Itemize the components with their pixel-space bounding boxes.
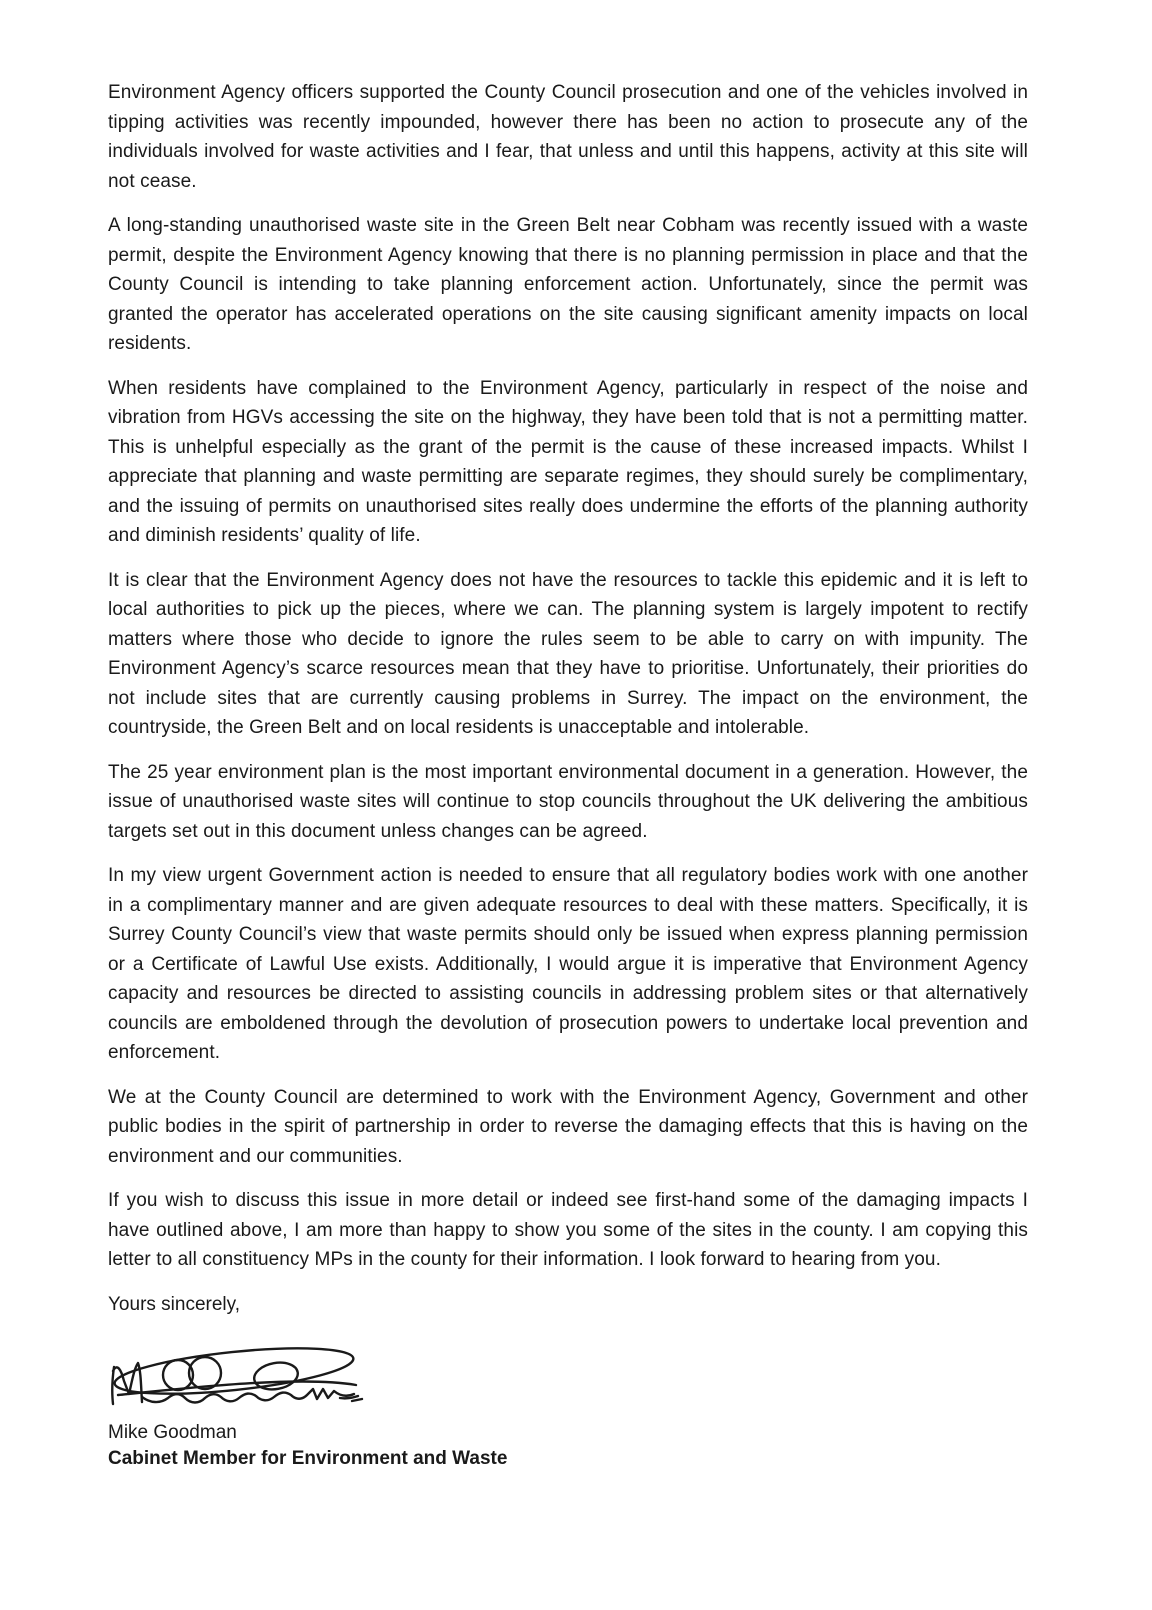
letter-paragraph: In my view urgent Government action is needed to ensure that all regulatory bodies work with one another in a complimentary manner and are given adequate resources to deal with these matters. Specifically, it is Surrey County Council’s view that waste permits should only be issued when express planning permission or a Certificate of Lawful Use exists. Additionally, I would argue it is imperative that Environment Agency capacity and resources be directed to assisting councils in addressing problem sites or that alternatively councils are emboldened through the devolution of prosecution powers to undertake local prevention and enforcement. <box>108 865 1028 1063</box>
letter-paragraph: When residents have complained to the Environment Agency, particularly in respect of the noise and vibration from HGVs accessing the site on the highway, they have been told that is not a permitting matter. This is unhelpful especially as the grant of the permit is the cause of these increased impacts. Whilst I appreciate that planning and waste permitting are separate regimes, they should surely be complimentary, and the issuing of permits on unauthorised sites really does undermine the efforts of the planning authority and diminish residents’ quality of life. <box>108 377 1028 546</box>
letter-paragraph: If you wish to discuss this issue in more detail or indeed see first-hand some of the damaging impacts I have outlined above, I am more than happy to show you some of the sites in the county. I am copying this letter to all constituency MPs in the county for their information. I look forward to hearing from you. <box>108 1190 1028 1270</box>
letter-paragraph: It is clear that the Environment Agency does not have the resources to tackle this epidemic and it is left to local authorities to pick up the pieces, where we can. The planning system is largely impotent to rectify matters where those who decide to ignore the rules seem to be able to carry on with impunity. The Environment Agency’s scarce resources mean that they have to prioritise. Unfortunately, their priorities do not include sites that are currently causing problems in Surrey. The impact on the environment, the countryside, the Green Belt and on local residents is unacceptable and intolerable. <box>108 569 1028 738</box>
signatory-block <box>108 1420 1028 1472</box>
letter-paragraph: The 25 year environment plan is the most important environmental document in a generation. However, the issue of unauthorised waste sites will continue to stop councils throughout the UK delivering the ambitious targets set out in this document unless changes can be agreed. <box>108 761 1028 842</box>
letter-paragraph: A long-standing unauthorised waste site in the Green Belt near Cobham was recently issued with a waste permit, despite the Environment Agency knowing that there is no planning permission in place and that the County Council is intending to take planning enforcement action. Unfortunately, since the permit was granted the operator has accelerated operations on the site causing significant amenity impacts on local residents. <box>108 215 1028 354</box>
letter-paragraph: Environment Agency officers supported the County Council prosecution and one of the vehicles involved in tipping activities was recently impounded, however there has been no action to prosecute any of the individuals involved for waste activities and I fear, that unless and until this happens, activity at this site will not cease. <box>108 82 1028 192</box>
signatory-name: Mike Goodman <box>108 1422 237 1443</box>
letter-closing: Yours sincerely, <box>108 1293 241 1315</box>
signature-icon <box>108 1345 370 1407</box>
signature-scrawl-icon <box>108 1345 370 1407</box>
letter-paragraph: We at the County Council are determined to work with the Environment Agency, Government and other public bodies in the spirit of partnership in order to reverse the damaging effects that this is having on the environment and our communities. <box>108 1086 1028 1167</box>
signatory-title: Cabinet Member for Environment and Waste <box>108 1448 508 1469</box>
letter-body <box>108 78 1028 1472</box>
